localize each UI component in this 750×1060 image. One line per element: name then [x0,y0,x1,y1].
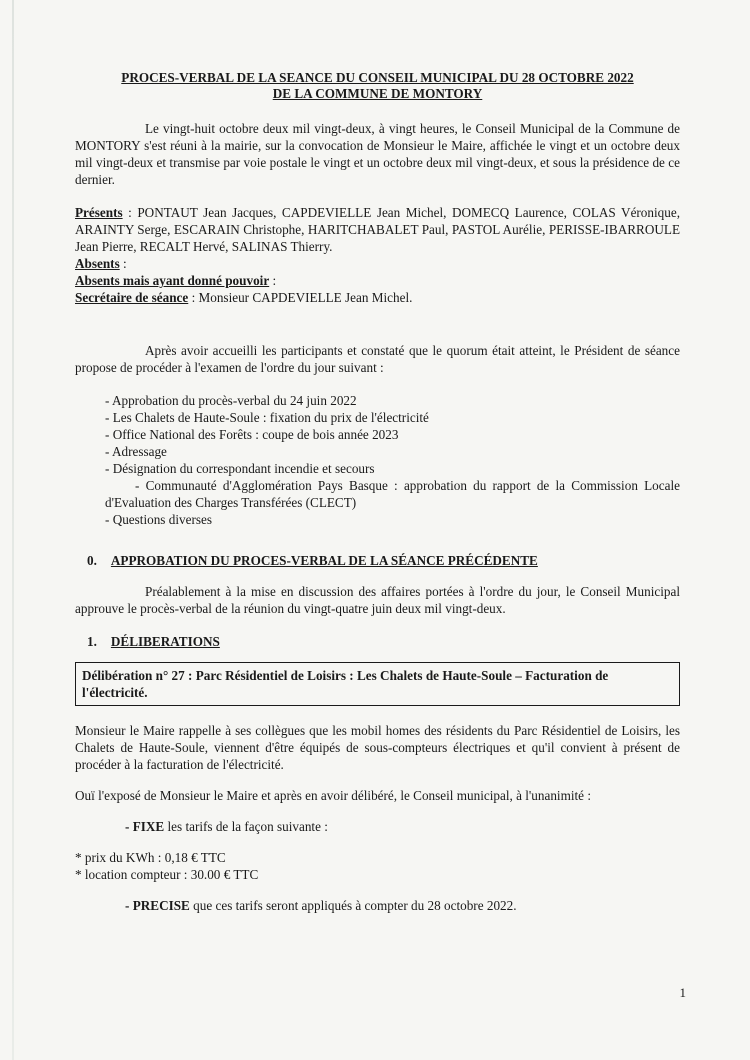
tarif-item: * prix du KWh : 0,18 € TTC [75,850,226,865]
presents-text: : PONTAUT Jean Jacques, CAPDEVIELLE Jean Michel, DOMECQ Laurence, COLAS Véronique, ARAINTY Serge, ESCARAIN Christophe, HARITCHABALET Paul, PASTOL Aurélie, PERISSE-IBARROULE Jean Pierre, RECALT Hervé, SALINAS Thierry. [75,205,680,254]
absents-pouvoir-text: : [269,273,277,288]
fixe-text: les tarifs de la façon suivante : [164,819,328,834]
quorum-paragraph: Après avoir accueilli les participants et constaté que le quorum était atteint, le Président de séance propose de procéder à l'examen de l'ordre du jour suivant : [75,343,680,375]
document-title [75,70,680,102]
agenda-item: - Désignation du correspondant incendie et secours [105,461,375,476]
section-0-heading [75,552,680,569]
attendance-block [75,204,680,306]
title-line-1: PROCES-VERBAL DE LA SEANCE DU CONSEIL MUNICIPAL DU 28 OCTOBRE 2022 [121,70,634,85]
section-1-heading [75,633,680,650]
presents-label: Présents [75,205,123,220]
secretaire-text: : Monsieur CAPDEVIELLE Jean Michel. [188,290,413,305]
page-edge-line [12,0,14,1060]
absents-label: Absents [75,256,120,271]
agenda-item: - Questions diverses [105,512,212,527]
deliberation-paragraph-2: Ouï l'exposé de Monsieur le Maire et après en avoir délibéré, le Conseil municipal, à l'unanimité : [75,788,591,803]
absents-pouvoir-line [75,272,680,289]
presents-line [75,204,680,255]
agenda-item: - Communauté d'Agglomération Pays Basque : approbation du rapport de la Commission Locale d'Evaluation des Charges Transférées (CLECT) [105,478,680,510]
section-0-label: APPROBATION DU PROCES-VERBAL DE LA SÉANCE PRÉCÉDENTE [110,553,538,568]
section-1-number: 1. [87,634,97,649]
tarif-list [75,849,680,883]
agenda-item: - Office National des Forêts : coupe de bois année 2023 [105,427,399,442]
document-body [75,70,680,914]
deliberation-paragraph-1: Monsieur le Maire rappelle à ses collègues que les mobil homes des résidents du Parc Résidentiel de Loisirs, les Chalets de Haute-Soule, viennent d'être équipés de sous-compteurs électriques et qu'il convient à présent de procéder à la facturation de l'électricité. [75,723,680,772]
page-number: 1 [679,985,686,1000]
precise-text: que ces tarifs seront appliqués à compter du 28 octobre 2022. [189,898,517,913]
fixe-line [75,818,680,835]
agenda-list [75,392,680,528]
agenda-item: - Adressage [105,444,167,459]
absents-pouvoir-label: Absents mais ayant donné pouvoir [75,273,270,288]
secretaire-line [75,289,680,306]
absents-text: : [119,256,127,271]
deliberation-title-box: Délibération n° 27 : Parc Résidentiel de Loisirs : Les Chalets de Haute-Soule – Facturation de l'électricité. [75,662,680,706]
fixe-bold: - FIXE [125,819,165,834]
title-line-2: DE LA COMMUNE DE MONTORY [272,86,483,101]
precise-bold: - PRECISE [125,898,190,913]
absents-line [75,255,680,272]
agenda-item: - Approbation du procès-verbal du 24 juin 2022 [105,393,357,408]
agenda-item: - Les Chalets de Haute-Soule : fixation du prix de l'électricité [105,410,429,425]
section-0-number: 0. [87,553,97,568]
intro-paragraph: Le vingt-huit octobre deux mil vingt-deux, à vingt heures, le Conseil Municipal de la Commune de MONTORY s'est réuni à la mairie, sur la convocation de Monsieur le Maire, affichée le vingt et un octobre deux mil vingt-deux et transmise par voie postale le vingt et un octobre deux mil vingt-deux, et sous la présidence de ce dernier. [75,121,680,187]
section-0-text: Préalablement à la mise en discussion des affaires portées à l'ordre du jour, le Conseil Municipal approuve le procès-verbal de la réunion du vingt-quatre juin deux mil vingt-deux. [75,584,680,616]
precise-line [75,897,680,914]
secretaire-label: Secrétaire de séance [75,290,189,305]
tarif-item: * location compteur : 30.00 € TTC [75,867,259,882]
section-1-label: DÉLIBERATIONS [110,634,220,649]
